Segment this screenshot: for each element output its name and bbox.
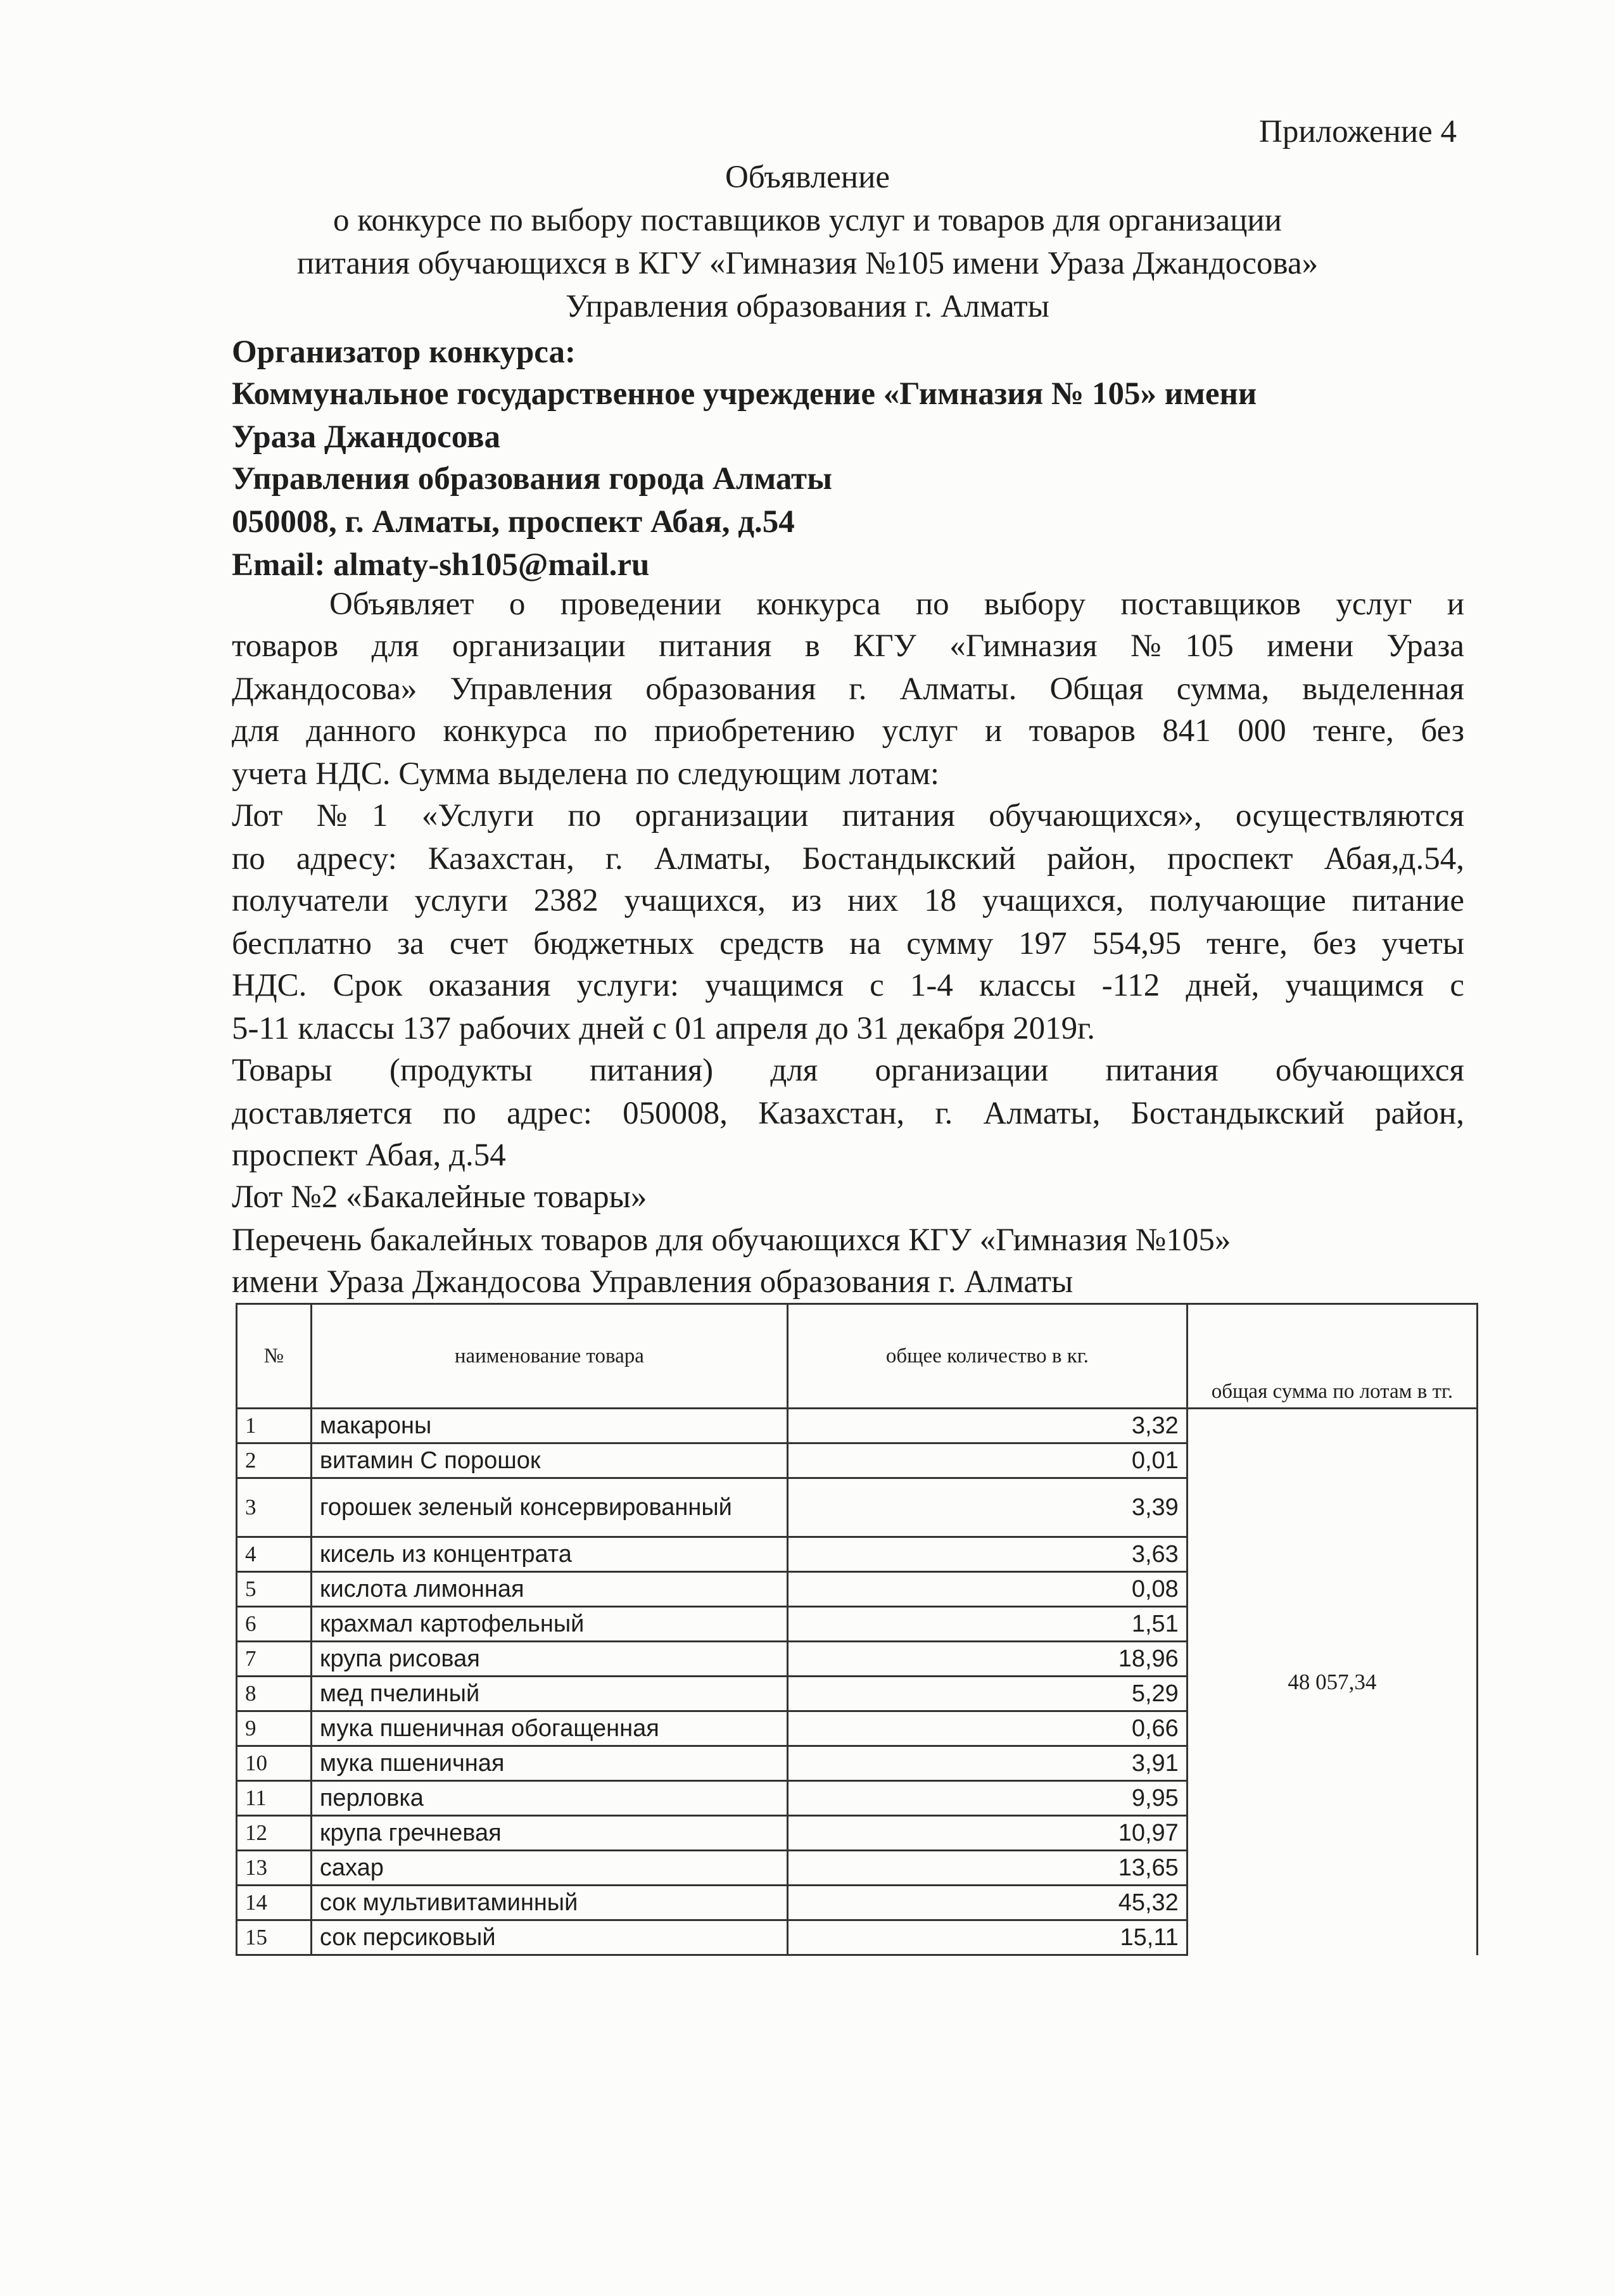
row-quantity: 10,97 [787, 1816, 1187, 1851]
row-name: мука пшеничная обогащенная [311, 1711, 787, 1746]
organizer-name-line-2: Ураза Джандосова [232, 419, 501, 455]
goods-delivery-line: проспект Абая, д.54 [232, 1138, 506, 1173]
title-line-4: Управления образования г. Алматы [566, 289, 1049, 324]
row-number: 12 [237, 1816, 312, 1851]
organizer-email: Email: almaty-sh105@mail.ru [232, 547, 650, 583]
row-name: перловка [311, 1781, 787, 1816]
row-quantity: 0,66 [787, 1711, 1187, 1746]
row-name: сок персиковый [311, 1920, 787, 1955]
row-quantity: 3,63 [787, 1537, 1187, 1572]
row-number: 13 [237, 1851, 312, 1886]
list-title-line-2: имени Ураза Джандосова Управления образования г. Алматы [232, 1264, 1074, 1300]
row-quantity: 3,39 [787, 1478, 1187, 1537]
row-number: 2 [237, 1443, 312, 1478]
row-quantity: 3,91 [787, 1746, 1187, 1781]
row-number: 8 [237, 1677, 312, 1711]
row-quantity: 15,11 [787, 1920, 1187, 1955]
paragraph-1-line: Джандосова» Управления образования г. Алматы. Общая сумма, выделенная [232, 671, 1464, 707]
row-quantity: 5,29 [787, 1677, 1187, 1711]
row-name: сок мультивитаминный [311, 1886, 787, 1920]
row-quantity: 3,32 [787, 1409, 1187, 1443]
row-name: горошек зеленый консервированный [311, 1478, 787, 1537]
row-number: 7 [237, 1642, 312, 1677]
row-name: мука пшеничная [311, 1746, 787, 1781]
lot1-line: по адресу: Казахстан, г. Алматы, Бостандыкский район, проспект Абая,д.54, [232, 841, 1464, 877]
row-quantity: 45,32 [787, 1886, 1187, 1920]
header-name: наименование товара [311, 1304, 787, 1409]
list-title-line-1: Перечень бакалейных товаров для обучающихся КГУ «Гимназия №105» [232, 1222, 1231, 1258]
row-name: мед пчелиный [311, 1677, 787, 1711]
row-name: крупа гречневая [311, 1816, 787, 1851]
lot1-line: 5-11 классы 137 рабочих дней с 01 апреля до 31 декабря 2019г. [232, 1011, 1096, 1046]
row-number: 4 [237, 1537, 312, 1572]
row-quantity: 13,65 [787, 1851, 1187, 1886]
row-name: крупа рисовая [311, 1642, 787, 1677]
lot2-heading: Лот №2 «Бакалейные товары» [232, 1179, 647, 1215]
organizer-name-line-1: Коммунальное государственное учреждение «Гимназия № 105» имени [232, 376, 1257, 412]
paragraph-1-line: учета НДС. Сумма выделена по следующим лотам: [232, 756, 940, 792]
goods-delivery-line: доставляется по адрес: 050008, Казахстан, г. Алматы, Бостандыкский район, [232, 1096, 1464, 1131]
row-number: 9 [237, 1711, 312, 1746]
document-title: Объявление [725, 160, 890, 195]
row-name: крахмал картофельный [311, 1607, 787, 1642]
organizer-label: Организатор конкурса: [232, 334, 576, 370]
row-name: макароны [311, 1409, 787, 1443]
row-number: 11 [237, 1781, 312, 1816]
goods-table [236, 1303, 1478, 2296]
table-row [237, 1409, 1478, 1443]
row-name: сахар [311, 1851, 787, 1886]
row-quantity: 0,01 [787, 1443, 1187, 1478]
header-number: № [237, 1304, 312, 1409]
row-name: кислота лимонная [311, 1572, 787, 1607]
lot1-line: бесплатно за счет бюджетных средств на сумму 197 554,95 тенге, без учеты [232, 926, 1464, 961]
row-number: 6 [237, 1607, 312, 1642]
organizer-address: 050008, г. Алматы, проспект Абая, д.54 [232, 504, 795, 540]
total-sum: 48 057,34 [1187, 1409, 1477, 1955]
row-number: 1 [237, 1409, 312, 1443]
paragraph-1-line: Объявляет о проведении конкурса по выбору поставщиков услуг и [329, 587, 1464, 622]
title-line-2: о конкурсе по выбору поставщиков услуг и товаров для организации [333, 203, 1282, 238]
row-quantity: 1,51 [787, 1607, 1187, 1642]
lot1-line: Лот №1 «Услуги по организации питания обучающихся», осуществляются [232, 798, 1464, 834]
row-quantity: 0,08 [787, 1572, 1187, 1607]
title-line-3: питания обучающихся в КГУ «Гимназия №105 имени Ураза Джандосова» [296, 246, 1319, 281]
goods-delivery-line: Товары (продукты питания) для организации питания обучающихся [232, 1053, 1464, 1088]
row-number: 15 [237, 1920, 312, 1955]
paragraph-1-line: товаров для организации питания в КГУ «Гимназия №105 имени Ураза [232, 628, 1464, 664]
row-quantity: 18,96 [787, 1642, 1187, 1677]
header-quantity: общее количество в кг. [787, 1304, 1187, 1409]
row-name: кисель из концентрата [311, 1537, 787, 1572]
paragraph-1-line: для данного конкурса по приобретению услуг и товаров 841 000 тенге, без [232, 713, 1464, 749]
row-number: 14 [237, 1886, 312, 1920]
row-quantity: 9,95 [787, 1781, 1187, 1816]
row-name: витамин С порошок [311, 1443, 787, 1478]
lot1-line: получатели услуги 2382 учащихся, из них 18 учащихся, получающие питание [232, 883, 1464, 918]
row-number: 5 [237, 1572, 312, 1607]
row-number: 3 [237, 1478, 312, 1537]
lot1-line: НДС. Срок оказания услуги: учащимся с 1-4 классы -112 дней, учащимся с [232, 968, 1464, 1003]
row-number: 10 [237, 1746, 312, 1781]
annex-label: Приложение 4 [1259, 114, 1457, 149]
header-sum: общая сумма по лотам в тг. [1187, 1304, 1477, 1409]
organizer-department: Управления образования города Алматы [232, 461, 832, 497]
